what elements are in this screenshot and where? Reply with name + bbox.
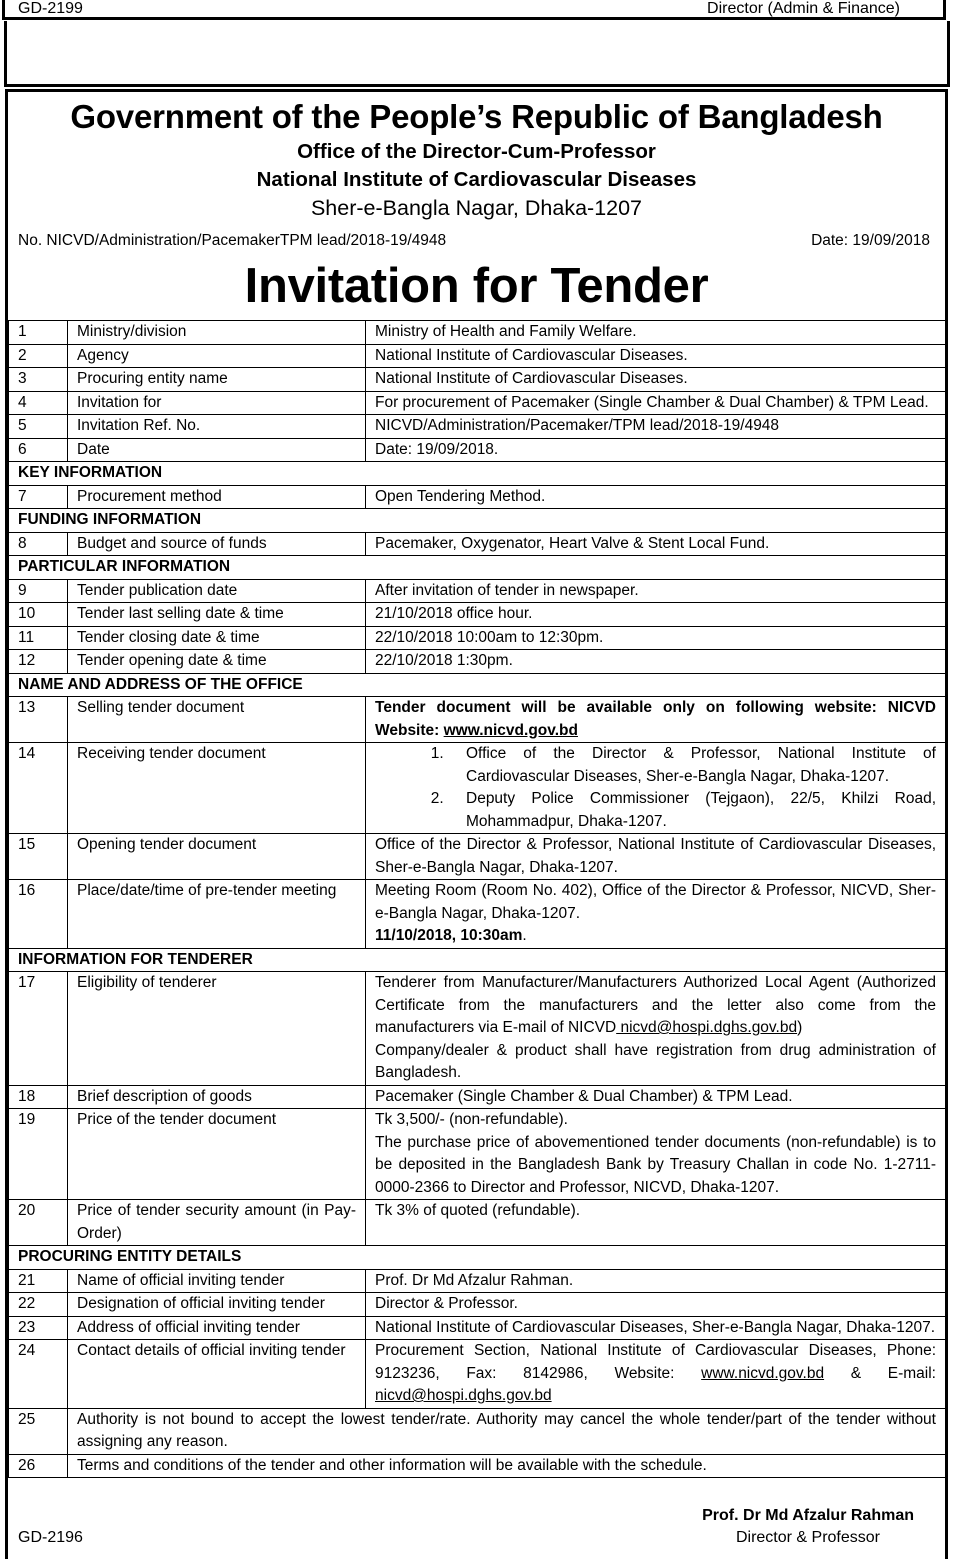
row-number: 18 (9, 1085, 68, 1109)
row-label: Price of tender security amount (in Pay-Order) (68, 1200, 366, 1246)
row-label: Address of official inviting tender (68, 1316, 366, 1340)
row-number: 8 (9, 532, 68, 556)
table-row (9, 972, 946, 1086)
table-row (9, 1340, 946, 1409)
institute-address: Sher-e-Bangla Nagar, Dhaka-1207 (310, 196, 643, 220)
row-number: 13 (9, 697, 68, 743)
notice-date: Date: 19/09/2018 (811, 232, 930, 249)
table-row (9, 1200, 946, 1246)
row-value: Office of the Director & Professor, National Institute of Cardiovascular Diseases, Sher-e-Bangla Nagar, Dhaka-1207. (366, 834, 946, 880)
row-number: 1 (9, 321, 68, 345)
row-value (366, 972, 946, 1086)
registration-text: Company/dealer & product shall have registration from drug administration of Bangladesh. (375, 1041, 936, 1081)
government-title: Government of the People’s Republic of Bangladesh (70, 98, 883, 135)
row-number: 15 (9, 834, 68, 880)
row-label: Designation of official inviting tender (68, 1293, 366, 1317)
section-row (9, 1246, 946, 1270)
meeting-place: Meeting Room (Room No. 402), Office of the Director & Professor, NICVD, Sher-e-Bangla Nagar, Dhaka-1207. (375, 882, 936, 922)
top-ad-code: GD-2199 (18, 0, 83, 17)
selling-doc-text: Tender document will be available only on following website: NICVD Website: (375, 699, 936, 739)
row-value (366, 880, 946, 949)
row-label: Ministry/division (68, 321, 366, 345)
section-row (9, 948, 946, 972)
row-value (366, 697, 946, 743)
table-row (9, 834, 946, 880)
section-heading-funding: FUNDING INFORMATION (9, 509, 946, 533)
eligibility-close: ) (797, 1019, 803, 1036)
table-row (9, 485, 946, 509)
bottom-ad-code: GD-2196 (18, 1529, 83, 1546)
row-value (366, 1340, 946, 1409)
table-row (9, 438, 946, 462)
row-number: 16 (9, 880, 68, 949)
row-value: 21/10/2018 office hour. (366, 603, 946, 627)
notice-heading: Invitation for Tender (244, 259, 709, 313)
row-number: 3 (9, 368, 68, 392)
table-row (9, 697, 946, 743)
row-number: 6 (9, 438, 68, 462)
table-row (9, 1109, 946, 1200)
row-label: Selling tender document (68, 697, 366, 743)
row-value: Ministry of Health and Family Welfare. (366, 321, 946, 345)
row-value: Tk 3% of quoted (refundable). (366, 1200, 946, 1246)
row-label: Invitation for (68, 391, 366, 415)
row-number: 21 (9, 1269, 68, 1293)
nicvd-email-link[interactable]: nicvd@hospi.dghs.gov.bd (616, 1019, 798, 1036)
row-number: 4 (9, 391, 68, 415)
row-label: Date (68, 438, 366, 462)
row-number: 17 (9, 972, 68, 1086)
signatory-name: Prof. Dr Md Afzalur Rahman (702, 1507, 914, 1524)
price-text: Tk 3,500/- (non-refundable). (375, 1111, 568, 1128)
table-row (9, 650, 946, 674)
meeting-datetime: 11/10/2018, 10:30am (375, 927, 523, 944)
table-row (9, 1316, 946, 1340)
row-value: 22/10/2018 10:00am to 12:30pm. (366, 626, 946, 650)
row-label: Tender last selling date & time (68, 603, 366, 627)
table-row (9, 603, 946, 627)
row-number: 14 (9, 743, 68, 834)
table-row (9, 743, 946, 834)
reference-number: No. NICVD/Administration/PacemakerTPM lead/2018-19/4948 (18, 232, 447, 249)
table-row (9, 1085, 946, 1109)
table-row (9, 415, 946, 439)
row-value: Terms and conditions of the tender and other information will be available with the schedule. (68, 1454, 946, 1478)
row-value (366, 743, 946, 834)
row-value: Prof. Dr Md Afzalur Rahman. (366, 1269, 946, 1293)
section-row (9, 462, 946, 486)
row-value: After invitation of tender in newspaper. (366, 579, 946, 603)
section-heading-office: NAME AND ADDRESS OF THE OFFICE (9, 673, 946, 697)
row-label: Contact details of official inviting tender (68, 1340, 366, 1409)
row-label: Receiving tender document (68, 743, 366, 834)
row-label: Tender closing date & time (68, 626, 366, 650)
row-value: Date: 19/09/2018. (366, 438, 946, 462)
row-number: 20 (9, 1200, 68, 1246)
list-item: 2. Deputy Police Commissioner (Tejgaon), 22/5, Khilzi Road, Mohammadpur, Dhaka-1207. (448, 788, 936, 833)
nicvd-website-link[interactable]: www.nicvd.gov.bd (701, 1364, 825, 1382)
row-value: National Institute of Cardiovascular Diseases, Sher-e-Bangla Nagar, Dhaka-1207. (366, 1316, 946, 1340)
table-row (9, 1293, 946, 1317)
table-row (9, 391, 946, 415)
row-value (366, 1109, 946, 1200)
section-row (9, 509, 946, 533)
section-heading-particular: PARTICULAR INFORMATION (9, 556, 946, 580)
list-item: 1. Office of the Director & Professor, National Institute of Cardiovascular Diseases, Sher-e-Bangla Nagar, Dhaka-1207. (448, 743, 936, 788)
top-ad-position: Director (Admin & Finance) (707, 0, 900, 17)
row-number: 7 (9, 485, 68, 509)
table-row (9, 579, 946, 603)
row-value: Authority is not bound to accept the lowest tender/rate. Authority may cancel the whole tender/part of the tender without assigning any reason. (68, 1408, 946, 1454)
table-row (9, 1408, 946, 1454)
row-value: Pacemaker, Oxygenator, Heart Valve & Stent Local Fund. (366, 532, 946, 556)
row-label: Tender publication date (68, 579, 366, 603)
section-heading-tenderer: INFORMATION FOR TENDERER (9, 948, 946, 972)
row-number: 24 (9, 1340, 68, 1409)
contact-email-label: & E-mail: (824, 1364, 936, 1382)
row-number: 11 (9, 626, 68, 650)
row-number: 2 (9, 344, 68, 368)
row-value: Pacemaker (Single Chamber & Dual Chamber) & TPM Lead. (366, 1085, 946, 1109)
table-row (9, 880, 946, 949)
row-number: 19 (9, 1109, 68, 1200)
section-row (9, 556, 946, 580)
row-number: 12 (9, 650, 68, 674)
tender-details-table (8, 320, 946, 1478)
row-label: Procuring entity name (68, 368, 366, 392)
row-label: Procurement method (68, 485, 366, 509)
eligibility-text: Tenderer from Manufacturer/Manufacturers Authorized Local Agent (Authorized Certificate from the manufacturers and the letter also come from the manufacturers via E-mail of NICVD (375, 974, 936, 1036)
row-label: Brief description of goods (68, 1085, 366, 1109)
contact-text: Procurement Section, National Institute of Cardiovascular Diseases, Phone: 9123236, Fax: 8142986, Website: (375, 1342, 936, 1382)
row-value: Open Tendering Method. (366, 485, 946, 509)
row-label: Eligibility of tenderer (68, 972, 366, 1086)
row-value: For procurement of Pacemaker (Single Chamber & Dual Chamber) & TPM Lead. (366, 391, 946, 415)
row-label: Name of official inviting tender (68, 1269, 366, 1293)
row-number: 26 (9, 1454, 68, 1478)
row-label: Tender opening date & time (68, 650, 366, 674)
row-number: 5 (9, 415, 68, 439)
blank-ad-frame (4, 21, 950, 87)
row-label: Agency (68, 344, 366, 368)
nicvd-website-link[interactable]: www.nicvd.gov.bd (443, 721, 578, 739)
table-row (9, 626, 946, 650)
office-name: Office of the Director-Cum-Professor (297, 140, 656, 163)
nicvd-email-link[interactable]: nicvd@hospi.dghs.gov.bd (375, 1387, 552, 1404)
institute-name: National Institute of Cardiovascular Diseases (256, 168, 697, 191)
table-row (9, 532, 946, 556)
row-label: Price of the tender document (68, 1109, 366, 1200)
section-row (9, 673, 946, 697)
row-label: Invitation Ref. No. (68, 415, 366, 439)
signatory-title: Director & Professor (735, 1529, 880, 1546)
table-row (9, 344, 946, 368)
table-row (9, 321, 946, 345)
meeting-tail: . (522, 927, 527, 944)
row-value: 22/10/2018 1:30pm. (366, 650, 946, 674)
receiving-locations-list (375, 743, 936, 833)
row-number: 23 (9, 1316, 68, 1340)
row-label: Place/date/time of pre-tender meeting (68, 880, 366, 949)
row-value: Director & Professor. (366, 1293, 946, 1317)
row-number: 25 (9, 1408, 68, 1454)
row-label: Budget and source of funds (68, 532, 366, 556)
table-row (9, 1454, 946, 1478)
table-row (9, 1269, 946, 1293)
row-number: 22 (9, 1293, 68, 1317)
row-value: National Institute of Cardiovascular Diseases. (366, 368, 946, 392)
row-label: Opening tender document (68, 834, 366, 880)
row-value: NICVD/Administration/Pacemaker/TPM lead/2018-19/4948 (366, 415, 946, 439)
row-number: 10 (9, 603, 68, 627)
payment-instructions: The purchase price of abovementioned tender documents (non-refundable) is to be deposited in the Bangladesh Bank by Treasury Challan in code No. 1-2711-0000-2366 to Director and Professor, NICVD, Dhaka-1207. (375, 1133, 936, 1196)
section-heading-procuring: PROCURING ENTITY DETAILS (9, 1246, 946, 1270)
row-number: 9 (9, 579, 68, 603)
row-value: National Institute of Cardiovascular Diseases. (366, 344, 946, 368)
section-heading-key: KEY INFORMATION (9, 462, 946, 486)
table-row (9, 368, 946, 392)
